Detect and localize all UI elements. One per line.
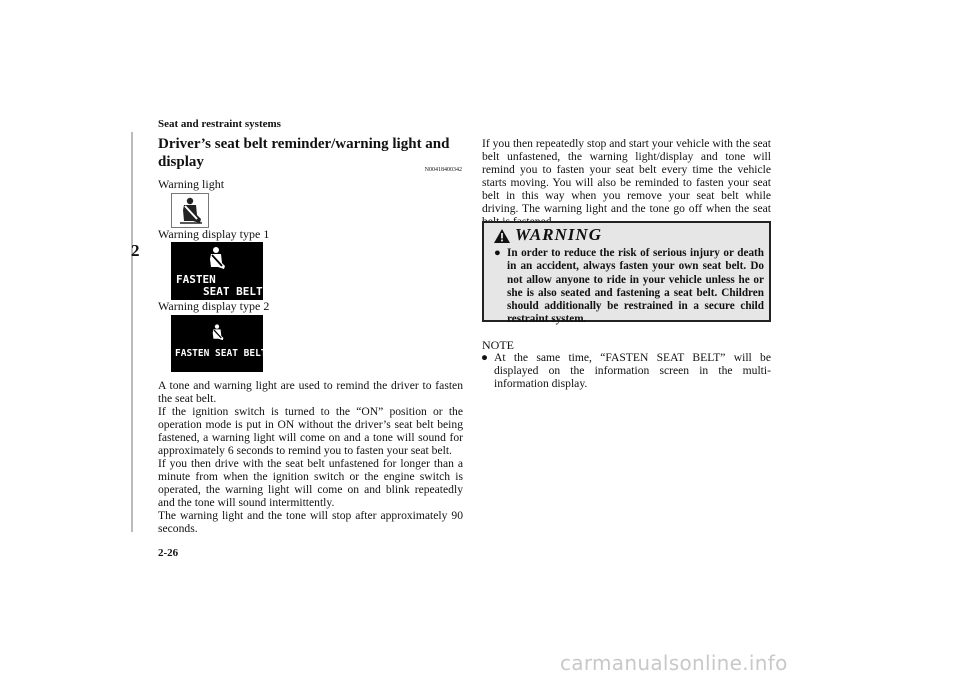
display1-text-fasten: FASTEN [176, 273, 216, 286]
bullet-icon: ● [494, 247, 501, 259]
paragraph: If you then drive with the seat belt unfastened for longer than a minute from when the ignition switch or the engine switch is operated, the warning light will come on and blink repeatedly and the tone will sound intermittently. [158, 457, 463, 509]
warning-light-label: Warning light [158, 177, 225, 191]
warning-display-type1 [171, 242, 263, 300]
reference-code: N00418400342 [424, 167, 462, 173]
paragraph: A tone and warning light are used to remind the driver to fasten the seat belt. [158, 379, 463, 405]
display2-text: FASTEN SEAT BELT [175, 348, 267, 359]
note-label: NOTE [482, 338, 514, 352]
display-type2-label: Warning display type 2 [158, 299, 270, 313]
seatbelt-person-icon [172, 194, 208, 227]
note-text [481, 351, 771, 390]
warning-triangle-icon [494, 229, 510, 243]
chapter-tab: 2 [131, 241, 140, 260]
page-title: Driver’s seat belt reminder/warning light and display [158, 136, 450, 170]
warning-body: In order to reduce the risk of serious injury or death in an accident, always fasten your own seat belt. Do not allow anyone to ride in your vehicle unless he or she is also seated and fastening a seat belt. Children should additionally be restrained in a secure child restraint system. [507, 247, 764, 326]
display-type1-label: Warning display type 1 [158, 227, 270, 241]
display1-text-seatbelt: SEAT BELT [203, 285, 263, 298]
bullet-icon: ● [481, 351, 489, 364]
paragraph: The warning light and the tone will stop after approximately 90 seconds. [158, 509, 463, 535]
warning-light-image [171, 193, 209, 228]
footer-watermark: carmanualsonline.info [560, 651, 788, 675]
paragraph: If you then repeatedly stop and start your vehicle with the seat belt unfastened, the warning light/display and tone will remind you to fasten your seat belt every time the vehicle starts moving. You will also be reminded to fasten your seat belt in this way when you remove your seat belt while driving. The warning light and the tone go off when the seat [482, 137, 771, 215]
chapter-divider [131, 132, 133, 532]
section-header: Seat and restraint systems [158, 118, 281, 130]
paragraph: If the ignition switch is turned to the “ON” position or the operation mode is put in ON without the driver’s seat belt being fastened, a warning light will come on and a tone will sound for approximately 6 seconds to remind you to fasten your seat belt. [158, 405, 463, 457]
warning-box [482, 221, 771, 326]
warning-text [494, 247, 764, 327]
page-number: 2-26 [158, 547, 179, 559]
body-text-left [158, 379, 463, 535]
warning-display-type2 [171, 315, 267, 372]
seatbelt-person-icon [202, 245, 230, 273]
warning-title: WARNING [515, 225, 602, 244]
seatbelt-person-icon [207, 323, 227, 343]
note-body: At the same time, “FASTEN SEAT BELT” will be displayed on the information screen in the multi-information display. [494, 351, 771, 390]
